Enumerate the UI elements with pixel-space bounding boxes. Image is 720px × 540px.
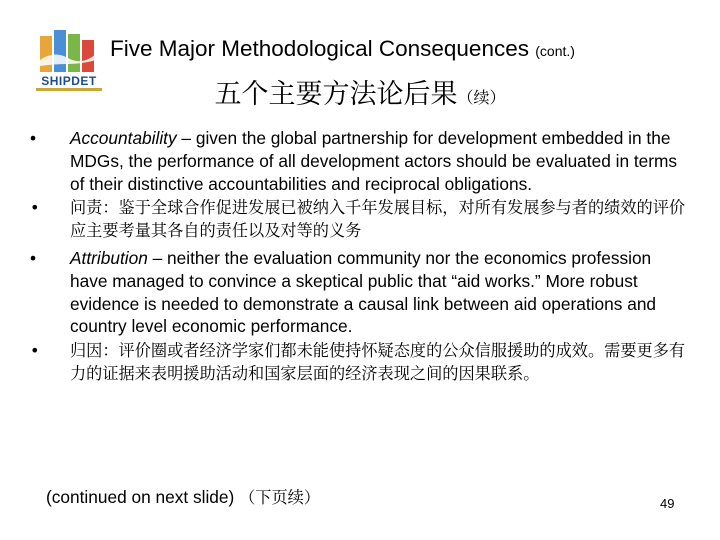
bullet-text: – given the global partnership for development embedded in the MDGs, the performance of all development actors should be evaluated in terms of their distinctive accountabilities and reciprocal obligations.: [70, 128, 678, 194]
bullet-attribution-zh: [28, 340, 688, 386]
title-english-cont: (cont.): [535, 43, 575, 59]
title-english: [110, 36, 710, 62]
bullet-text: 归因：评价圈或者经济学家们都未能使持怀疑态度的公众信服援助的成效。需要更多有力的证据来表明援助活动和国家层面的经济表现之间的因果联系。: [70, 341, 686, 383]
bullet-marker: •: [30, 128, 37, 148]
title-english-main: Five Major Methodological Consequences: [110, 36, 529, 61]
title-chinese-main: 五个主要方法论后果: [214, 79, 458, 110]
title-chinese: [110, 72, 610, 111]
logo-underline: [36, 88, 102, 91]
bullet-marker: •: [30, 341, 40, 361]
bullet-term: Attribution: [70, 247, 148, 268]
continued-note-chinese: （下页续）: [239, 488, 321, 507]
bullet-marker: •: [30, 198, 40, 218]
logo-mark-icon: [40, 30, 96, 74]
bullet-list: [28, 127, 688, 386]
bullet-term: Accountability: [70, 128, 177, 148]
page-number: 49: [660, 496, 675, 511]
bullet-text: 问责：鉴于全球合作促进发展已被纳入千年发展目标，对所有发展参与者的绩效的评价应主要考量其各自的责任以及对等的义务: [70, 198, 686, 241]
logo-name: SHIPDET: [41, 74, 97, 88]
bullet-attribution: [28, 247, 688, 338]
continued-note: [46, 484, 320, 508]
title-chinese-cont: （续）: [457, 88, 506, 107]
bullet-accountability: [28, 127, 688, 195]
continued-note-english: (continued on next slide): [46, 487, 235, 507]
shipdet-logo: [34, 30, 104, 94]
bullet-marker: •: [30, 247, 37, 268]
bullet-accountability-zh: [28, 197, 688, 243]
bullet-text: – neither the evaluation community nor the economics profession have managed to convince a skeptical public that “aid works.” More robust evidence is needed to demonstrate a causal link between aid operations and country level economic performance.: [70, 247, 657, 337]
